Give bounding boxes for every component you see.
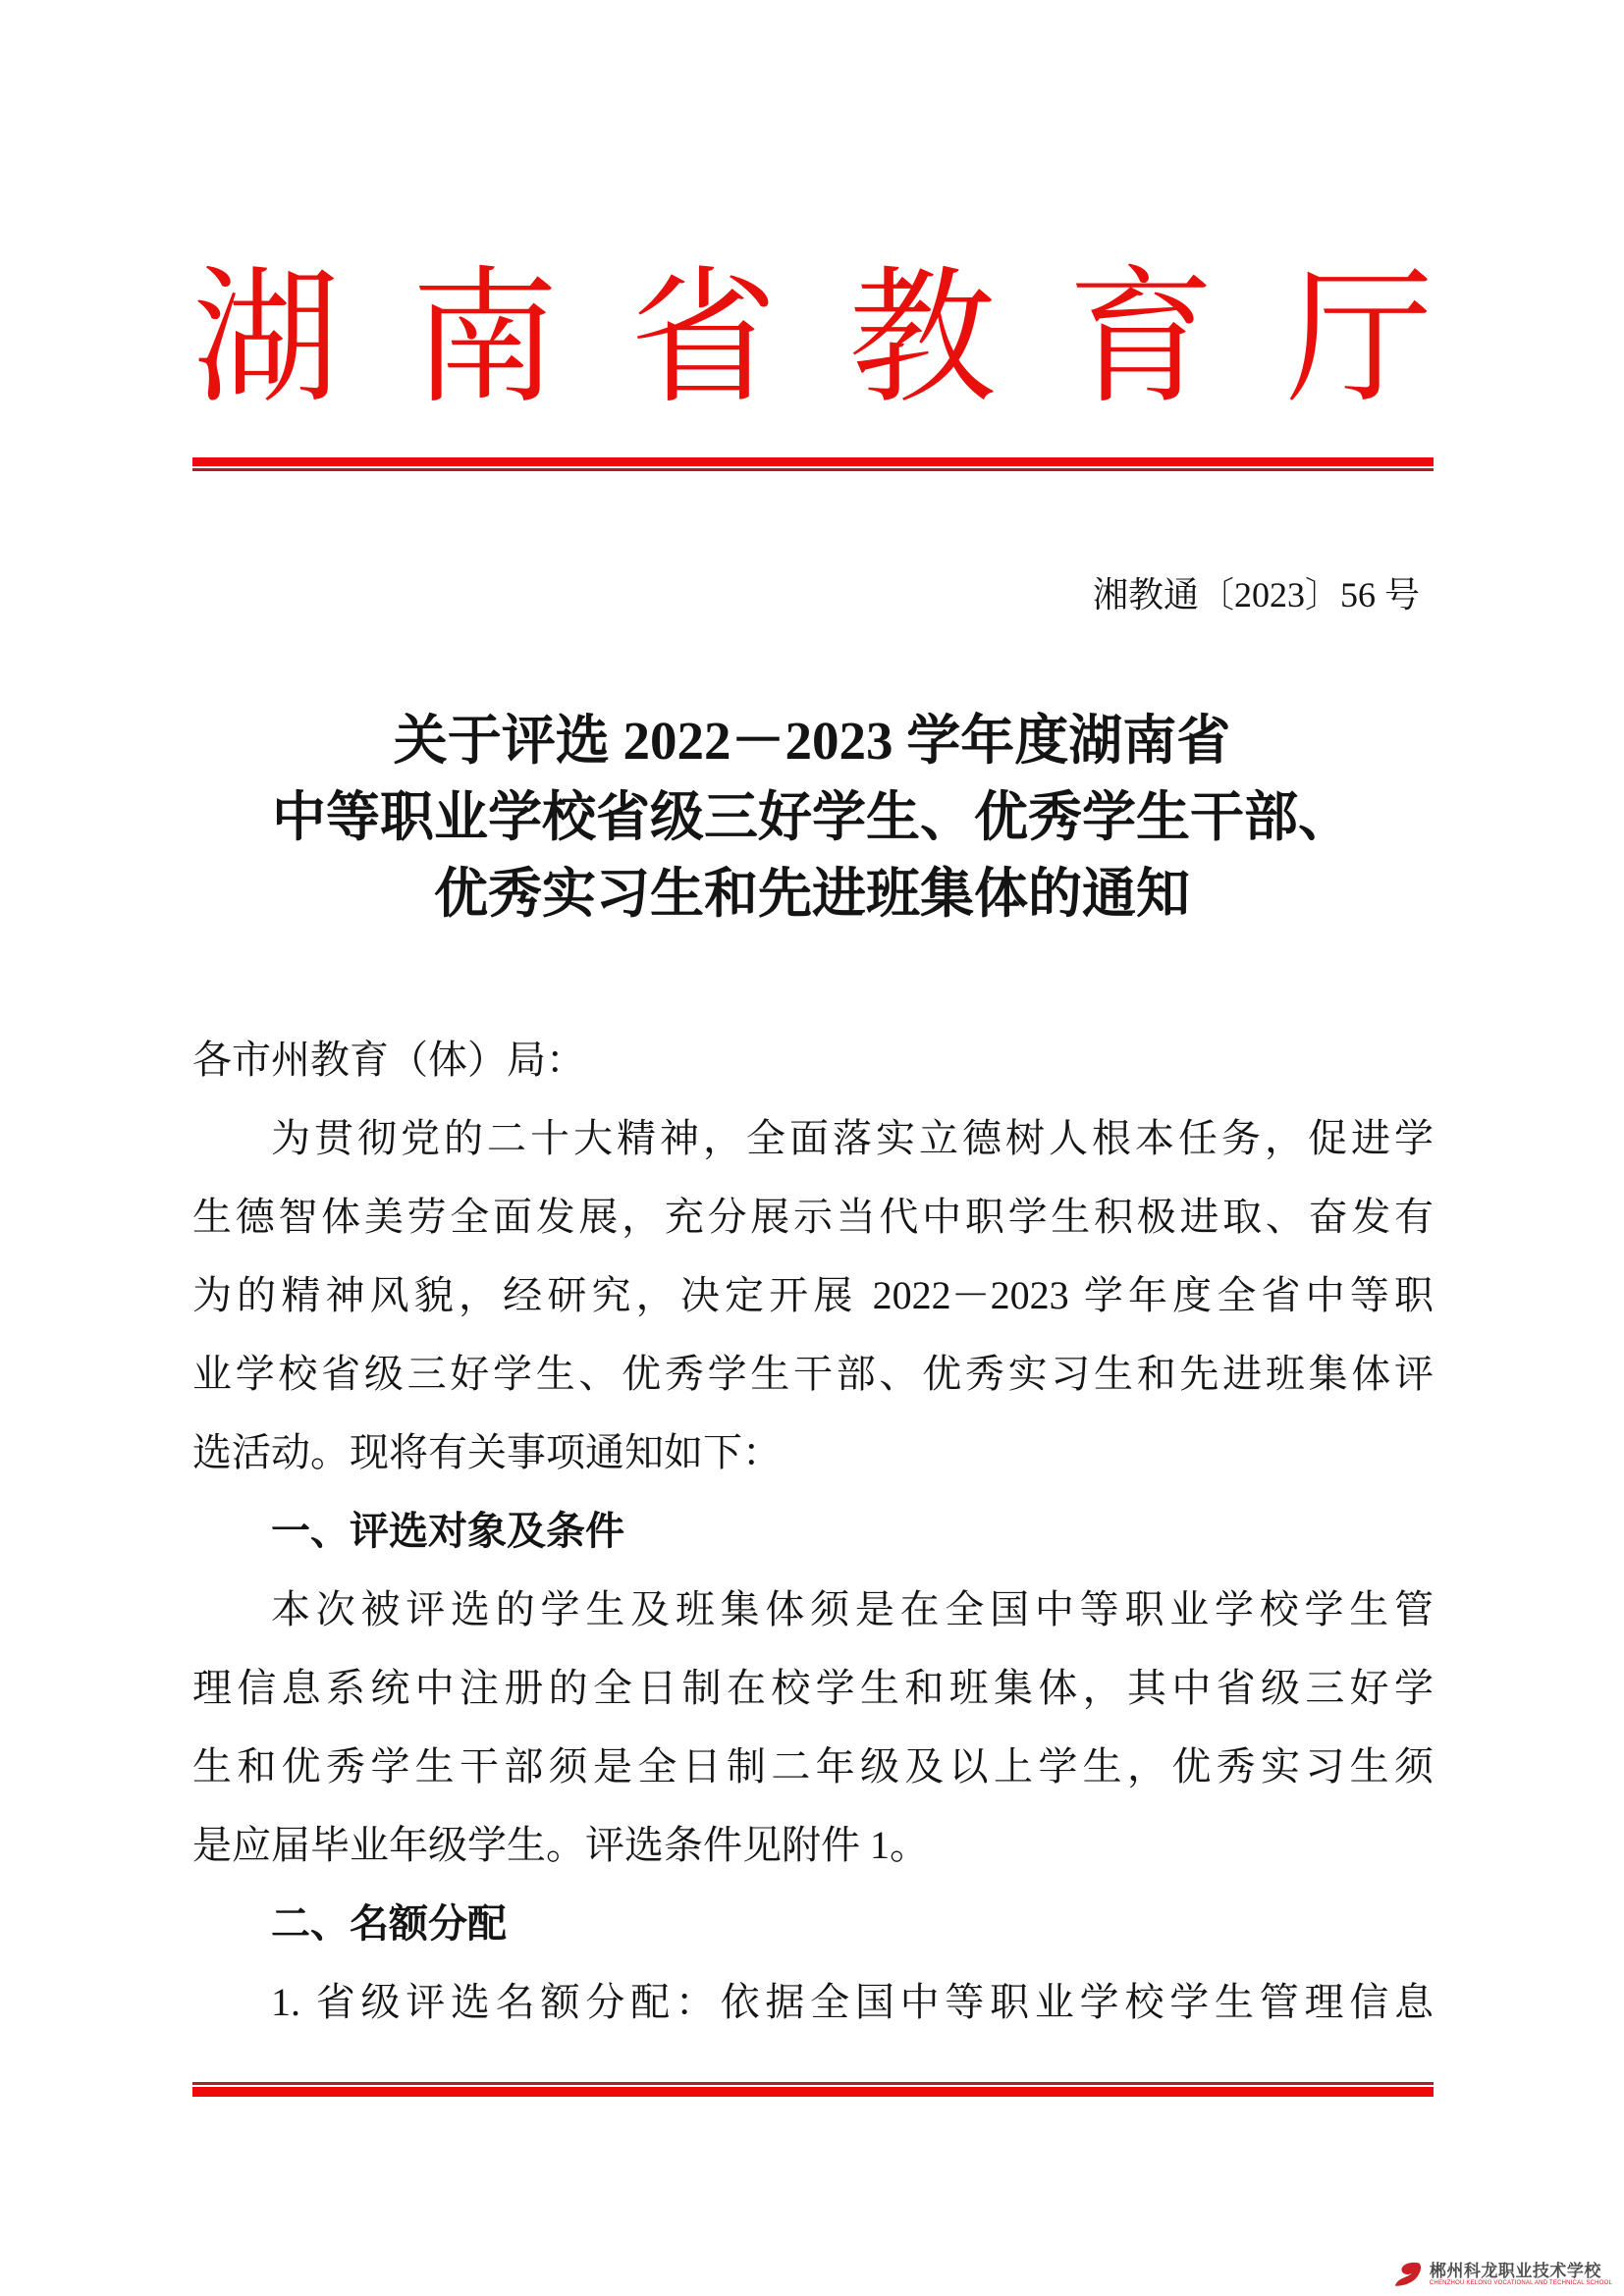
- red-divider-bottom-thick-bar: [192, 2087, 1434, 2097]
- red-divider-top: [192, 457, 1434, 471]
- section-heading-1: 一、评选对象及条件: [271, 1510, 624, 1553]
- red-divider-top-thick-bar: [192, 457, 1434, 466]
- notice-title-line: 关于评选 2022－2023 学年度湖南省: [393, 711, 1231, 771]
- document-body: [192, 1021, 1434, 2042]
- agency-name-char: 教: [848, 258, 997, 421]
- paragraph-line: 是应届毕业年级学生。评选条件见附件 1。: [192, 1823, 929, 1867]
- notice-title: [98, 703, 1526, 933]
- school-logo-swoosh-icon: [1394, 2262, 1424, 2287]
- paragraph-line: 1. 省级评选名额分配：依据全国中等职业学校学生管理信息: [271, 1980, 1434, 2024]
- paragraph-line: 为的精神风貌，经研究，决定开展 2022－2023 学年度全省中等职: [192, 1273, 1434, 1317]
- agency-name: [192, 258, 1434, 421]
- paragraph-line: 为贯彻党的二十大精神，全面落实立德树人根本任务，促进学: [271, 1116, 1434, 1160]
- school-name-cn: 郴州科龙职业技术学校: [1429, 2262, 1601, 2280]
- section-heading-2: 二、名额分配: [271, 1902, 507, 1946]
- agency-name-char: 南: [410, 258, 559, 421]
- paragraph-line: 理信息系统中注册的全日制在校学生和班集体，其中省级三好学: [192, 1666, 1434, 1710]
- notice-title-line: 优秀实习生和先进班集体的通知: [433, 864, 1190, 924]
- red-divider-bottom: [192, 2082, 1434, 2097]
- paragraph-line: 本次被评选的学生及班集体须是在全国中等职业学校学生管: [271, 1587, 1434, 1631]
- school-name-en: CHENZHOU KELONG VOCATIONAL AND TECHNICAL SCHOOL: [1429, 2280, 1612, 2286]
- agency-name-char: 湖: [192, 258, 341, 421]
- notice-title-line: 中等职业学校省级三好学生、优秀学生干部、: [271, 787, 1352, 847]
- paragraph-line: 业学校省级三好学生、优秀学生干部、优秀实习生和先进班集体评: [192, 1352, 1434, 1396]
- paragraph-line: 生德智体美劳全面发展，充分展示当代中职学生积极进取、奋发有: [192, 1195, 1434, 1239]
- school-logo: [1394, 2262, 1612, 2287]
- doc-number: 湘教通〔2023〕56 号: [1092, 575, 1420, 614]
- agency-name-char: 厅: [1285, 258, 1434, 421]
- agency-name-char: 省: [629, 258, 778, 421]
- agency-name-char: 育: [1067, 258, 1216, 421]
- paragraph-line: 选活动。现将有关事项通知如下：: [192, 1430, 782, 1474]
- school-logo-text: [1430, 2262, 1612, 2287]
- paragraph-line: 生和优秀学生干部须是全日制二年级及以上学生，优秀实习生须: [192, 1744, 1434, 1789]
- salutation: 各市州教育（体）局：: [192, 1038, 585, 1082]
- red-divider-bottom-thin-bar: [192, 2082, 1434, 2085]
- red-divider-top-thin-bar: [192, 468, 1434, 471]
